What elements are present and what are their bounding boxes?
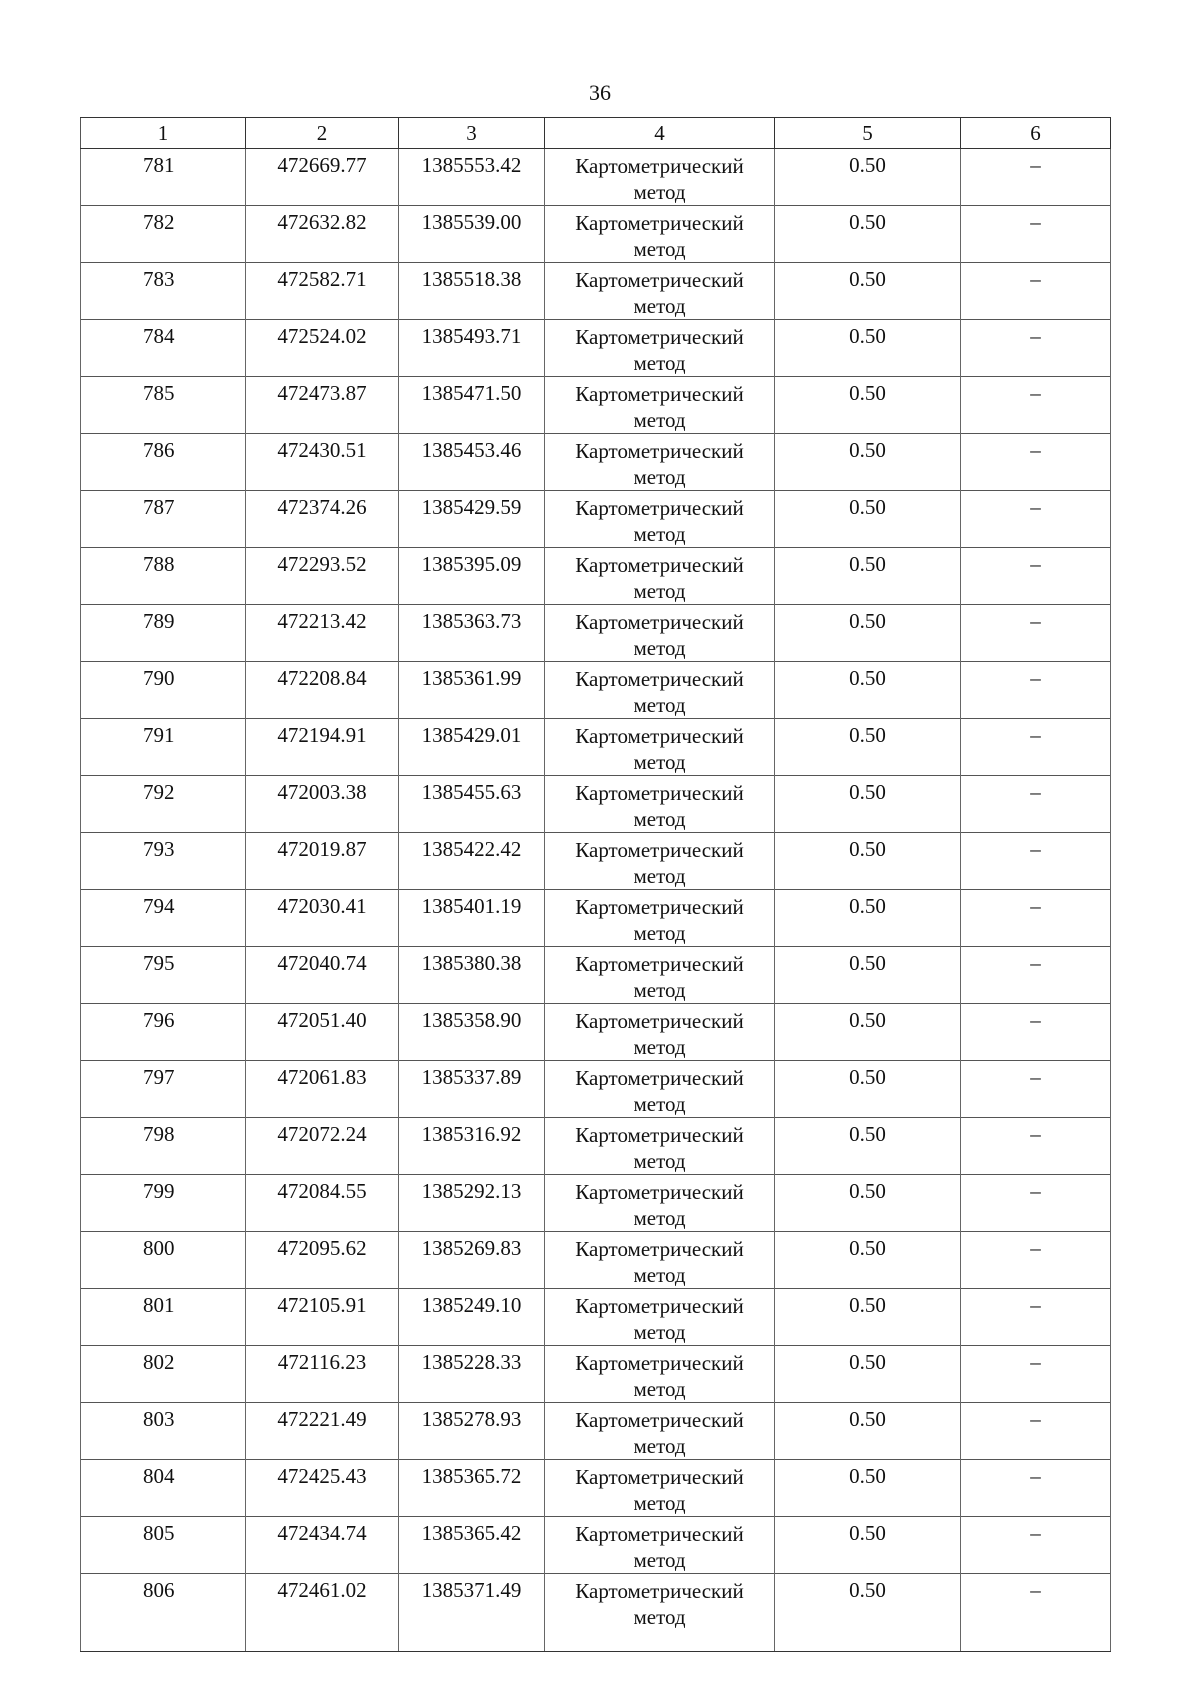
note-cell: – bbox=[961, 890, 1111, 947]
y-coordinate-cell: 1385337.89 bbox=[399, 1061, 545, 1118]
accuracy-cell: 0.50 bbox=[775, 548, 961, 605]
accuracy-cell: 0.50 bbox=[775, 206, 961, 263]
y-coordinate-cell: 1385539.00 bbox=[399, 206, 545, 263]
y-coordinate-cell: 1385553.42 bbox=[399, 149, 545, 206]
method-cell: Картометрический метод bbox=[545, 662, 775, 719]
method-cell: Картометрический метод bbox=[545, 719, 775, 776]
accuracy-cell: 0.50 bbox=[775, 1460, 961, 1517]
method-cell: Картометрический метод bbox=[545, 947, 775, 1004]
point-number-cell: 781 bbox=[81, 149, 246, 206]
point-number-cell: 799 bbox=[81, 1175, 246, 1232]
column-header: 4 bbox=[545, 118, 775, 149]
table-row bbox=[81, 1061, 1111, 1118]
note-cell: – bbox=[961, 548, 1111, 605]
note-cell: – bbox=[961, 434, 1111, 491]
point-number-cell: 782 bbox=[81, 206, 246, 263]
method-cell: Картометрический метод bbox=[545, 1289, 775, 1346]
table-row bbox=[81, 947, 1111, 1004]
note-cell: – bbox=[961, 377, 1111, 434]
point-number-cell: 806 bbox=[81, 1574, 246, 1652]
table-row bbox=[81, 1004, 1111, 1061]
method-cell: Картометрический метод bbox=[545, 776, 775, 833]
method-cell: Картометрический метод bbox=[545, 1061, 775, 1118]
x-coordinate-cell: 472051.40 bbox=[246, 1004, 399, 1061]
point-number-cell: 801 bbox=[81, 1289, 246, 1346]
accuracy-cell: 0.50 bbox=[775, 947, 961, 1004]
accuracy-cell: 0.50 bbox=[775, 1517, 961, 1574]
note-cell: – bbox=[961, 776, 1111, 833]
table-row bbox=[81, 377, 1111, 434]
accuracy-cell: 0.50 bbox=[775, 1346, 961, 1403]
method-cell: Картометрический метод bbox=[545, 149, 775, 206]
point-number-cell: 785 bbox=[81, 377, 246, 434]
method-cell: Картометрический метод bbox=[545, 1118, 775, 1175]
method-cell: Картометрический метод bbox=[545, 1403, 775, 1460]
point-number-cell: 783 bbox=[81, 263, 246, 320]
table-row bbox=[81, 320, 1111, 377]
accuracy-cell: 0.50 bbox=[775, 1289, 961, 1346]
table-row bbox=[81, 149, 1111, 206]
table-row bbox=[81, 1289, 1111, 1346]
x-coordinate-cell: 472669.77 bbox=[246, 149, 399, 206]
point-number-cell: 798 bbox=[81, 1118, 246, 1175]
method-cell: Картометрический метод bbox=[545, 890, 775, 947]
table-row bbox=[81, 1118, 1111, 1175]
point-number-cell: 796 bbox=[81, 1004, 246, 1061]
table-row bbox=[81, 548, 1111, 605]
y-coordinate-cell: 1385380.38 bbox=[399, 947, 545, 1004]
note-cell: – bbox=[961, 1346, 1111, 1403]
note-cell: – bbox=[961, 1517, 1111, 1574]
method-cell: Картометрический метод bbox=[545, 320, 775, 377]
note-cell: – bbox=[961, 1574, 1111, 1652]
column-header: 3 bbox=[399, 118, 545, 149]
x-coordinate-cell: 472030.41 bbox=[246, 890, 399, 947]
table-row bbox=[81, 1574, 1111, 1652]
note-cell: – bbox=[961, 1289, 1111, 1346]
accuracy-cell: 0.50 bbox=[775, 377, 961, 434]
table-row bbox=[81, 491, 1111, 548]
table-row bbox=[81, 1517, 1111, 1574]
x-coordinate-cell: 472072.24 bbox=[246, 1118, 399, 1175]
method-cell: Картометрический метод bbox=[545, 548, 775, 605]
x-coordinate-cell: 472084.55 bbox=[246, 1175, 399, 1232]
accuracy-cell: 0.50 bbox=[775, 434, 961, 491]
table-row bbox=[81, 719, 1111, 776]
method-cell: Картометрический метод bbox=[545, 434, 775, 491]
y-coordinate-cell: 1385365.42 bbox=[399, 1517, 545, 1574]
point-number-cell: 797 bbox=[81, 1061, 246, 1118]
y-coordinate-cell: 1385429.59 bbox=[399, 491, 545, 548]
y-coordinate-cell: 1385422.42 bbox=[399, 833, 545, 890]
table-row bbox=[81, 1460, 1111, 1517]
method-cell: Картометрический метод bbox=[545, 1574, 775, 1652]
accuracy-cell: 0.50 bbox=[775, 1175, 961, 1232]
table-row bbox=[81, 890, 1111, 947]
point-number-cell: 789 bbox=[81, 605, 246, 662]
accuracy-cell: 0.50 bbox=[775, 491, 961, 548]
note-cell: – bbox=[961, 491, 1111, 548]
table-row bbox=[81, 1232, 1111, 1289]
point-number-cell: 784 bbox=[81, 320, 246, 377]
point-number-cell: 791 bbox=[81, 719, 246, 776]
table-row bbox=[81, 833, 1111, 890]
point-number-cell: 787 bbox=[81, 491, 246, 548]
note-cell: – bbox=[961, 1403, 1111, 1460]
x-coordinate-cell: 472213.42 bbox=[246, 605, 399, 662]
x-coordinate-cell: 472293.52 bbox=[246, 548, 399, 605]
note-cell: – bbox=[961, 1118, 1111, 1175]
note-cell: – bbox=[961, 662, 1111, 719]
method-cell: Картометрический метод bbox=[545, 1004, 775, 1061]
method-cell: Картометрический метод bbox=[545, 1517, 775, 1574]
header-row bbox=[81, 118, 1111, 149]
note-cell: – bbox=[961, 263, 1111, 320]
accuracy-cell: 0.50 bbox=[775, 263, 961, 320]
method-cell: Картометрический метод bbox=[545, 377, 775, 434]
method-cell: Картометрический метод bbox=[545, 263, 775, 320]
x-coordinate-cell: 472105.91 bbox=[246, 1289, 399, 1346]
accuracy-cell: 0.50 bbox=[775, 1403, 961, 1460]
note-cell: – bbox=[961, 149, 1111, 206]
y-coordinate-cell: 1385518.38 bbox=[399, 263, 545, 320]
x-coordinate-cell: 472425.43 bbox=[246, 1460, 399, 1517]
method-cell: Картометрический метод bbox=[545, 1232, 775, 1289]
accuracy-cell: 0.50 bbox=[775, 662, 961, 719]
note-cell: – bbox=[961, 1175, 1111, 1232]
y-coordinate-cell: 1385228.33 bbox=[399, 1346, 545, 1403]
x-coordinate-cell: 472040.74 bbox=[246, 947, 399, 1004]
accuracy-cell: 0.50 bbox=[775, 776, 961, 833]
table-row bbox=[81, 1403, 1111, 1460]
column-header: 1 bbox=[81, 118, 246, 149]
accuracy-cell: 0.50 bbox=[775, 605, 961, 662]
note-cell: – bbox=[961, 947, 1111, 1004]
accuracy-cell: 0.50 bbox=[775, 1004, 961, 1061]
method-cell: Картометрический метод bbox=[545, 833, 775, 890]
y-coordinate-cell: 1385455.63 bbox=[399, 776, 545, 833]
x-coordinate-cell: 472194.91 bbox=[246, 719, 399, 776]
accuracy-cell: 0.50 bbox=[775, 833, 961, 890]
accuracy-cell: 0.50 bbox=[775, 719, 961, 776]
y-coordinate-cell: 1385358.90 bbox=[399, 1004, 545, 1061]
note-cell: – bbox=[961, 1061, 1111, 1118]
y-coordinate-cell: 1385371.49 bbox=[399, 1574, 545, 1652]
x-coordinate-cell: 472019.87 bbox=[246, 833, 399, 890]
y-coordinate-cell: 1385471.50 bbox=[399, 377, 545, 434]
page-number: 36 bbox=[589, 80, 611, 105]
accuracy-cell: 0.50 bbox=[775, 1061, 961, 1118]
x-coordinate-cell: 472461.02 bbox=[246, 1574, 399, 1652]
note-cell: – bbox=[961, 1232, 1111, 1289]
y-coordinate-cell: 1385395.09 bbox=[399, 548, 545, 605]
table-row bbox=[81, 605, 1111, 662]
accuracy-cell: 0.50 bbox=[775, 1118, 961, 1175]
column-header: 6 bbox=[961, 118, 1111, 149]
table-row bbox=[81, 776, 1111, 833]
y-coordinate-cell: 1385292.13 bbox=[399, 1175, 545, 1232]
point-number-cell: 786 bbox=[81, 434, 246, 491]
accuracy-cell: 0.50 bbox=[775, 320, 961, 377]
x-coordinate-cell: 472374.26 bbox=[246, 491, 399, 548]
x-coordinate-cell: 472003.38 bbox=[246, 776, 399, 833]
x-coordinate-cell: 472434.74 bbox=[246, 1517, 399, 1574]
x-coordinate-cell: 472095.62 bbox=[246, 1232, 399, 1289]
accuracy-cell: 0.50 bbox=[775, 149, 961, 206]
point-number-cell: 792 bbox=[81, 776, 246, 833]
x-coordinate-cell: 472221.49 bbox=[246, 1403, 399, 1460]
point-number-cell: 794 bbox=[81, 890, 246, 947]
point-number-cell: 793 bbox=[81, 833, 246, 890]
table-row bbox=[81, 263, 1111, 320]
point-number-cell: 802 bbox=[81, 1346, 246, 1403]
x-coordinate-cell: 472116.23 bbox=[246, 1346, 399, 1403]
note-cell: – bbox=[961, 719, 1111, 776]
y-coordinate-cell: 1385249.10 bbox=[399, 1289, 545, 1346]
y-coordinate-cell: 1385453.46 bbox=[399, 434, 545, 491]
note-cell: – bbox=[961, 1460, 1111, 1517]
note-cell: – bbox=[961, 1004, 1111, 1061]
y-coordinate-cell: 1385363.73 bbox=[399, 605, 545, 662]
x-coordinate-cell: 472208.84 bbox=[246, 662, 399, 719]
accuracy-cell: 0.50 bbox=[775, 1574, 961, 1652]
method-cell: Картометрический метод bbox=[545, 1346, 775, 1403]
table-body bbox=[81, 149, 1111, 1652]
y-coordinate-cell: 1385269.83 bbox=[399, 1232, 545, 1289]
table-row bbox=[81, 1175, 1111, 1232]
point-number-cell: 790 bbox=[81, 662, 246, 719]
x-coordinate-cell: 472524.02 bbox=[246, 320, 399, 377]
x-coordinate-cell: 472430.51 bbox=[246, 434, 399, 491]
table-row bbox=[81, 434, 1111, 491]
note-cell: – bbox=[961, 206, 1111, 263]
method-cell: Картометрический метод bbox=[545, 1175, 775, 1232]
y-coordinate-cell: 1385278.93 bbox=[399, 1403, 545, 1460]
column-header: 5 bbox=[775, 118, 961, 149]
accuracy-cell: 0.50 bbox=[775, 1232, 961, 1289]
table-row bbox=[81, 206, 1111, 263]
method-cell: Картометрический метод bbox=[545, 1460, 775, 1517]
y-coordinate-cell: 1385429.01 bbox=[399, 719, 545, 776]
note-cell: – bbox=[961, 605, 1111, 662]
x-coordinate-cell: 472632.82 bbox=[246, 206, 399, 263]
note-cell: – bbox=[961, 320, 1111, 377]
y-coordinate-cell: 1385493.71 bbox=[399, 320, 545, 377]
method-cell: Картометрический метод bbox=[545, 491, 775, 548]
note-cell: – bbox=[961, 833, 1111, 890]
y-coordinate-cell: 1385316.92 bbox=[399, 1118, 545, 1175]
x-coordinate-cell: 472473.87 bbox=[246, 377, 399, 434]
accuracy-cell: 0.50 bbox=[775, 890, 961, 947]
point-number-cell: 803 bbox=[81, 1403, 246, 1460]
coordinates-table bbox=[80, 117, 1111, 1652]
point-number-cell: 804 bbox=[81, 1460, 246, 1517]
y-coordinate-cell: 1385361.99 bbox=[399, 662, 545, 719]
table-row bbox=[81, 662, 1111, 719]
method-cell: Картометрический метод bbox=[545, 605, 775, 662]
table-row bbox=[81, 1346, 1111, 1403]
y-coordinate-cell: 1385365.72 bbox=[399, 1460, 545, 1517]
x-coordinate-cell: 472582.71 bbox=[246, 263, 399, 320]
point-number-cell: 805 bbox=[81, 1517, 246, 1574]
method-cell: Картометрический метод bbox=[545, 206, 775, 263]
x-coordinate-cell: 472061.83 bbox=[246, 1061, 399, 1118]
point-number-cell: 800 bbox=[81, 1232, 246, 1289]
point-number-cell: 795 bbox=[81, 947, 246, 1004]
point-number-cell: 788 bbox=[81, 548, 246, 605]
column-header: 2 bbox=[246, 118, 399, 149]
y-coordinate-cell: 1385401.19 bbox=[399, 890, 545, 947]
